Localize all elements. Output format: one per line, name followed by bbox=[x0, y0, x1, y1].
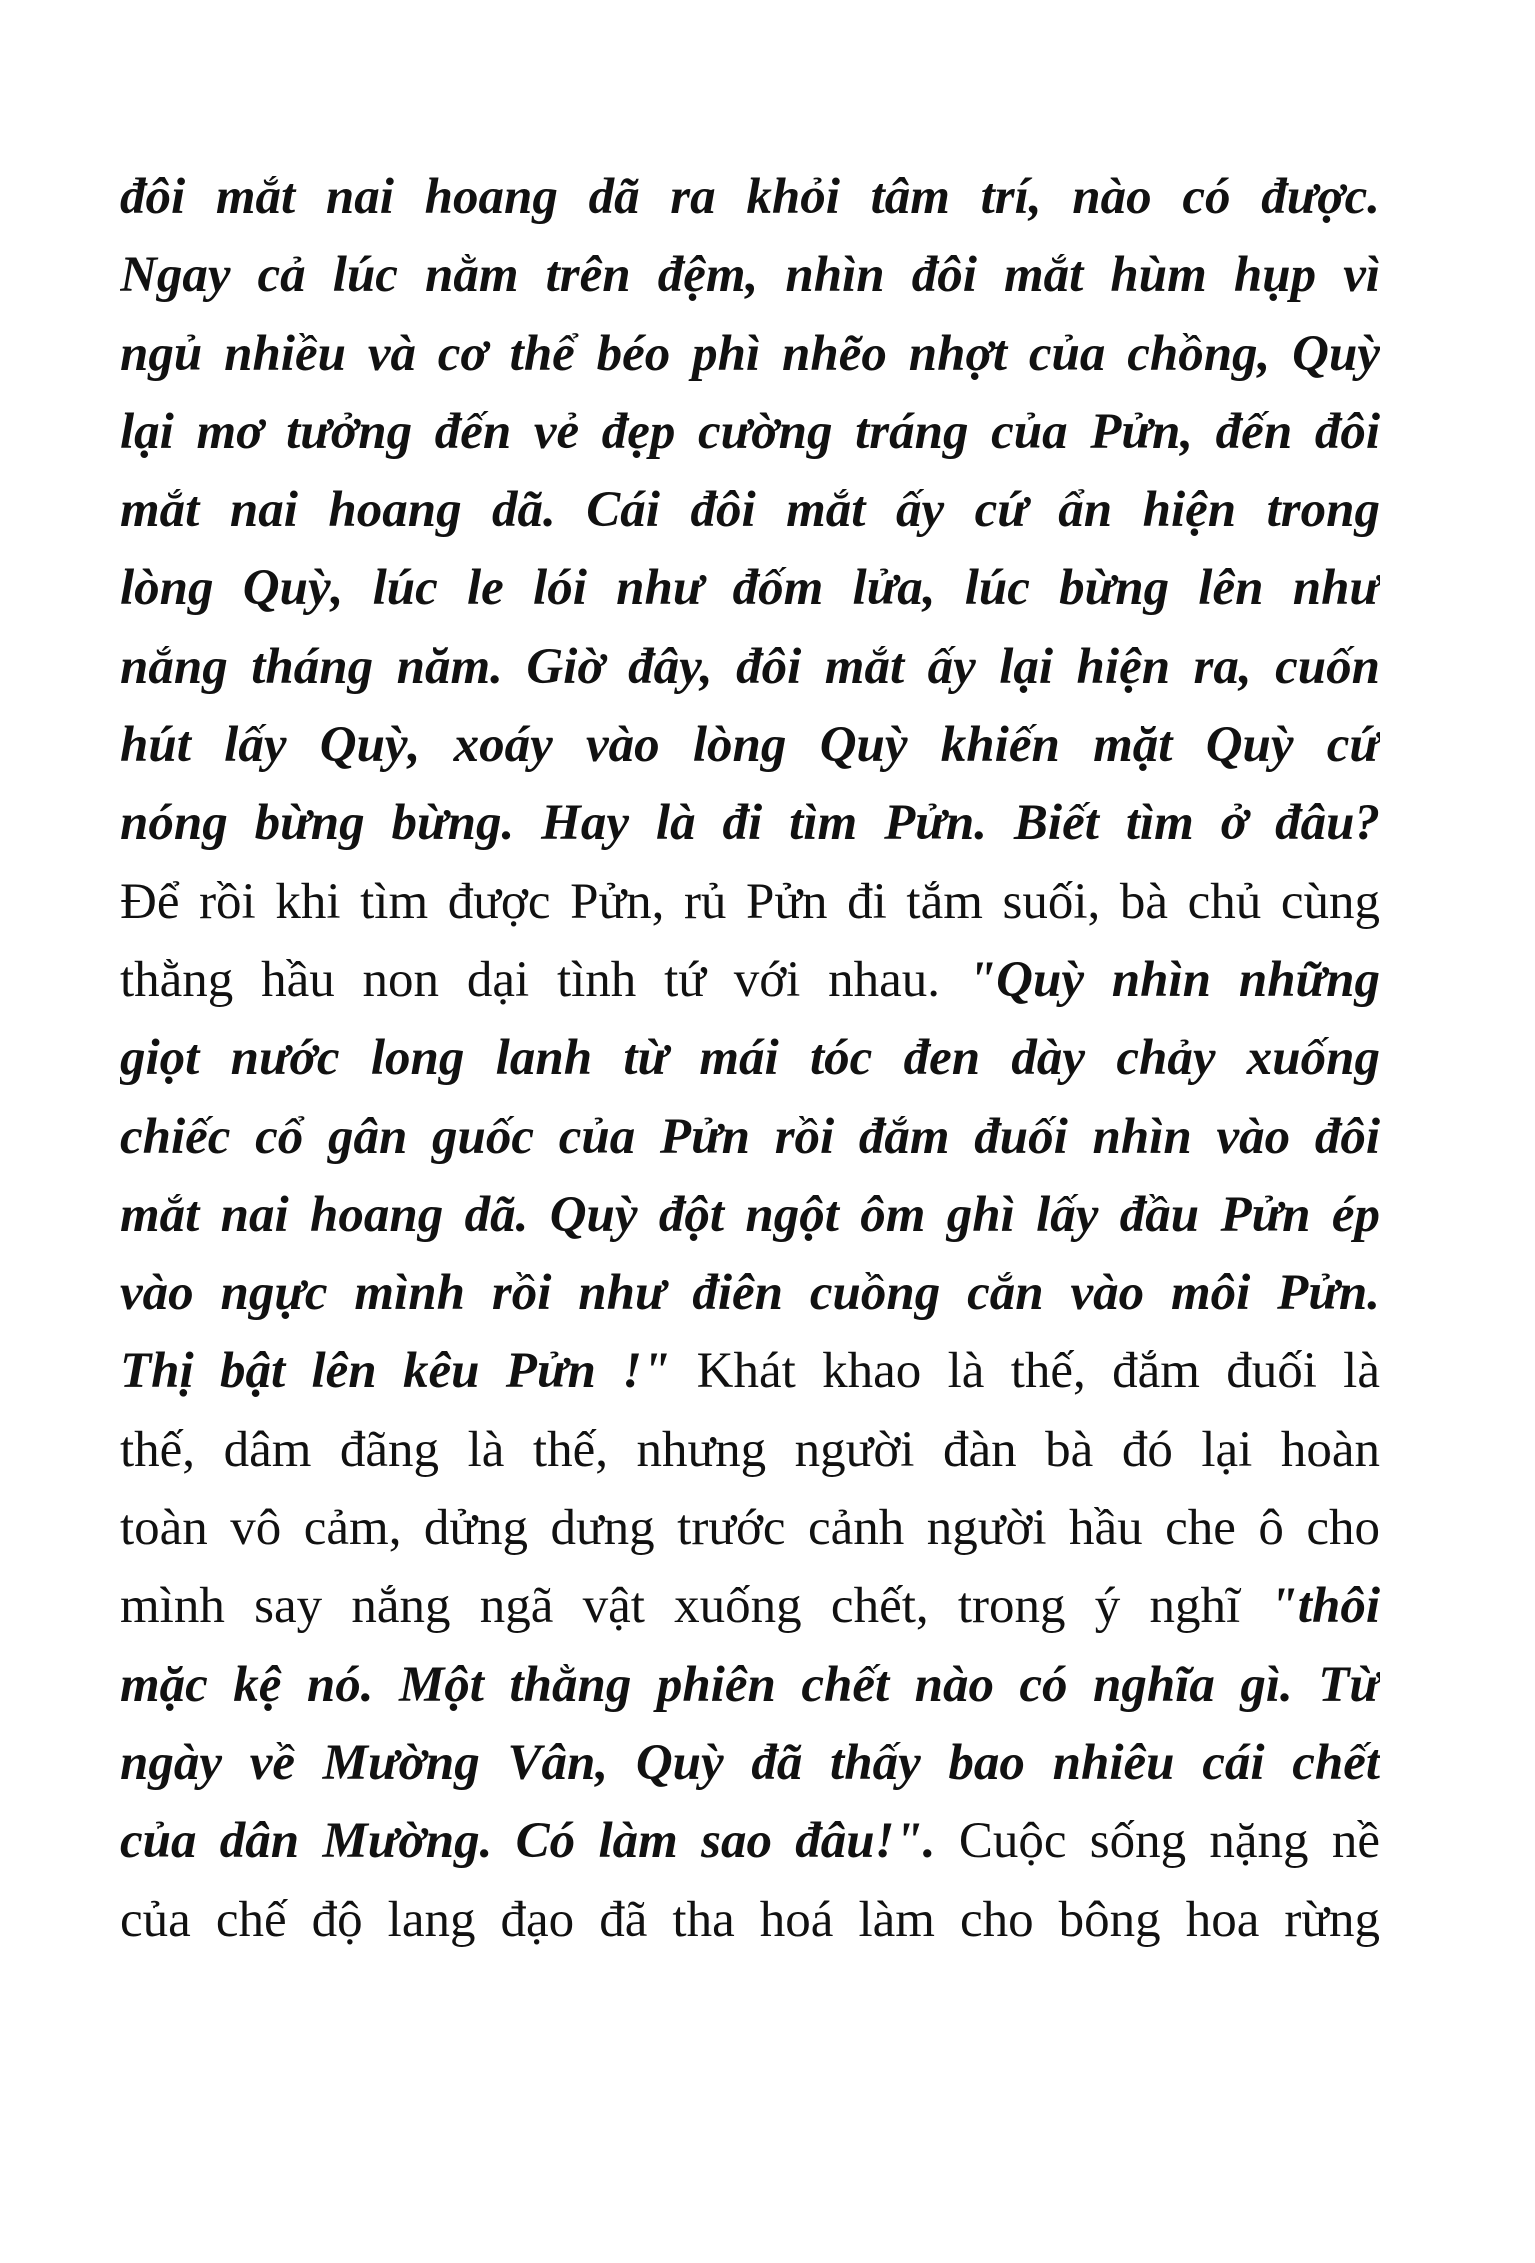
text-span: nắng tháng năm. Giờ đây, đôi mắt ấy lại hiện ra, cuốn bbox=[120, 638, 1380, 695]
text-line bbox=[120, 315, 1380, 393]
text-span: mắt nai hoang dã. Cái đôi mắt ấy cứ ẩn hiện trong bbox=[120, 482, 1380, 539]
text-line bbox=[120, 1019, 1380, 1097]
text-span: mặc kệ nó. Một thằng phiên chết nào có nghĩa gì. Từ bbox=[120, 1656, 1380, 1713]
text-line bbox=[120, 1176, 1380, 1254]
text-span: chiếc cổ gân guốc của Pửn rồi đắm đuối nhìn vào đôi bbox=[120, 1108, 1380, 1165]
text-line bbox=[120, 1332, 1380, 1410]
text-span: Ngay cả lúc nằm trên đệm, nhìn đôi mắt hùm hụp vì bbox=[120, 247, 1380, 304]
text-line bbox=[120, 784, 1380, 862]
text-span: của dân Mường. Có làm sao đâu!". bbox=[120, 1813, 959, 1870]
text-line bbox=[120, 1881, 1380, 1959]
text-line bbox=[120, 158, 1380, 236]
text-line bbox=[120, 1646, 1380, 1724]
text-line bbox=[120, 1411, 1380, 1489]
text-line bbox=[120, 1489, 1380, 1567]
text-line bbox=[120, 1802, 1380, 1880]
text-line bbox=[120, 628, 1380, 706]
text-span: giọt nước long lanh từ mái tóc đen dày chảy xuống bbox=[120, 1030, 1380, 1087]
text-span: thằng hầu non dại tình tứ với nhau. bbox=[120, 951, 968, 1008]
text-span: Cuộc sống nặng nề bbox=[958, 1813, 1380, 1870]
text-line bbox=[120, 471, 1380, 549]
text-line bbox=[120, 549, 1380, 627]
text-line bbox=[120, 393, 1380, 471]
text-span: lại mơ tưởng đến vẻ đẹp cường tráng của Pửn, đến đôi bbox=[120, 403, 1380, 460]
text-span: ngày về Mường Vân, Quỳ đã thấy bao nhiêu cái chết bbox=[120, 1734, 1380, 1791]
text-span: mắt nai hoang dã. Quỳ đột ngột ôm ghì lấy đầu Pửn ép bbox=[120, 1186, 1380, 1243]
text-line bbox=[120, 236, 1380, 314]
text-span: mình say nắng ngã vật xuống chết, trong ý nghĩ bbox=[120, 1578, 1270, 1635]
text-span: đôi mắt nai hoang dã ra khỏi tâm trí, nào có được. bbox=[120, 169, 1380, 225]
text-line bbox=[120, 1098, 1380, 1176]
text-span: vào ngực mình rồi như điên cuồng cắn vào môi Pửn. bbox=[120, 1265, 1380, 1322]
text-span: Để rồi khi tìm được Pửn, rủ Pửn đi tắm suối, bà chủ cùng bbox=[120, 873, 1380, 930]
text-line bbox=[120, 863, 1380, 941]
text-span: Khát khao là thế, đắm đuối là bbox=[696, 1343, 1380, 1400]
text-line bbox=[120, 1254, 1380, 1332]
text-line bbox=[120, 706, 1380, 784]
text-line bbox=[120, 1567, 1380, 1645]
text-span: "Quỳ nhìn những bbox=[967, 951, 1380, 1008]
text-span: lòng Quỳ, lúc le lói như đốm lửa, lúc bừng lên như bbox=[120, 560, 1380, 617]
body-text bbox=[120, 158, 1380, 1959]
text-line bbox=[120, 941, 1380, 1019]
text-line bbox=[120, 1724, 1380, 1802]
text-span: thế, dâm đãng là thế, nhưng người đàn bà đó lại hoàn bbox=[120, 1421, 1380, 1478]
text-span: toàn vô cảm, dửng dưng trước cảnh người hầu che ô cho bbox=[120, 1500, 1380, 1557]
text-span: nóng bừng bừng. Hay là đi tìm Pửn. Biết tìm ở đâu? bbox=[120, 795, 1380, 852]
text-span: hút lấy Quỳ, xoáy vào lòng Quỳ khiến mặt Quỳ cứ bbox=[120, 717, 1380, 774]
text-span: ngủ nhiều và cơ thể béo phì nhẽo nhợt của chồng, Quỳ bbox=[120, 325, 1380, 382]
text-span: Thị bật lên kêu Pửn !" bbox=[120, 1343, 697, 1400]
text-span: của chế độ lang đạo đã tha hoá làm cho bông hoa rừng bbox=[120, 1891, 1380, 1948]
text-span: "thôi bbox=[1269, 1578, 1380, 1635]
